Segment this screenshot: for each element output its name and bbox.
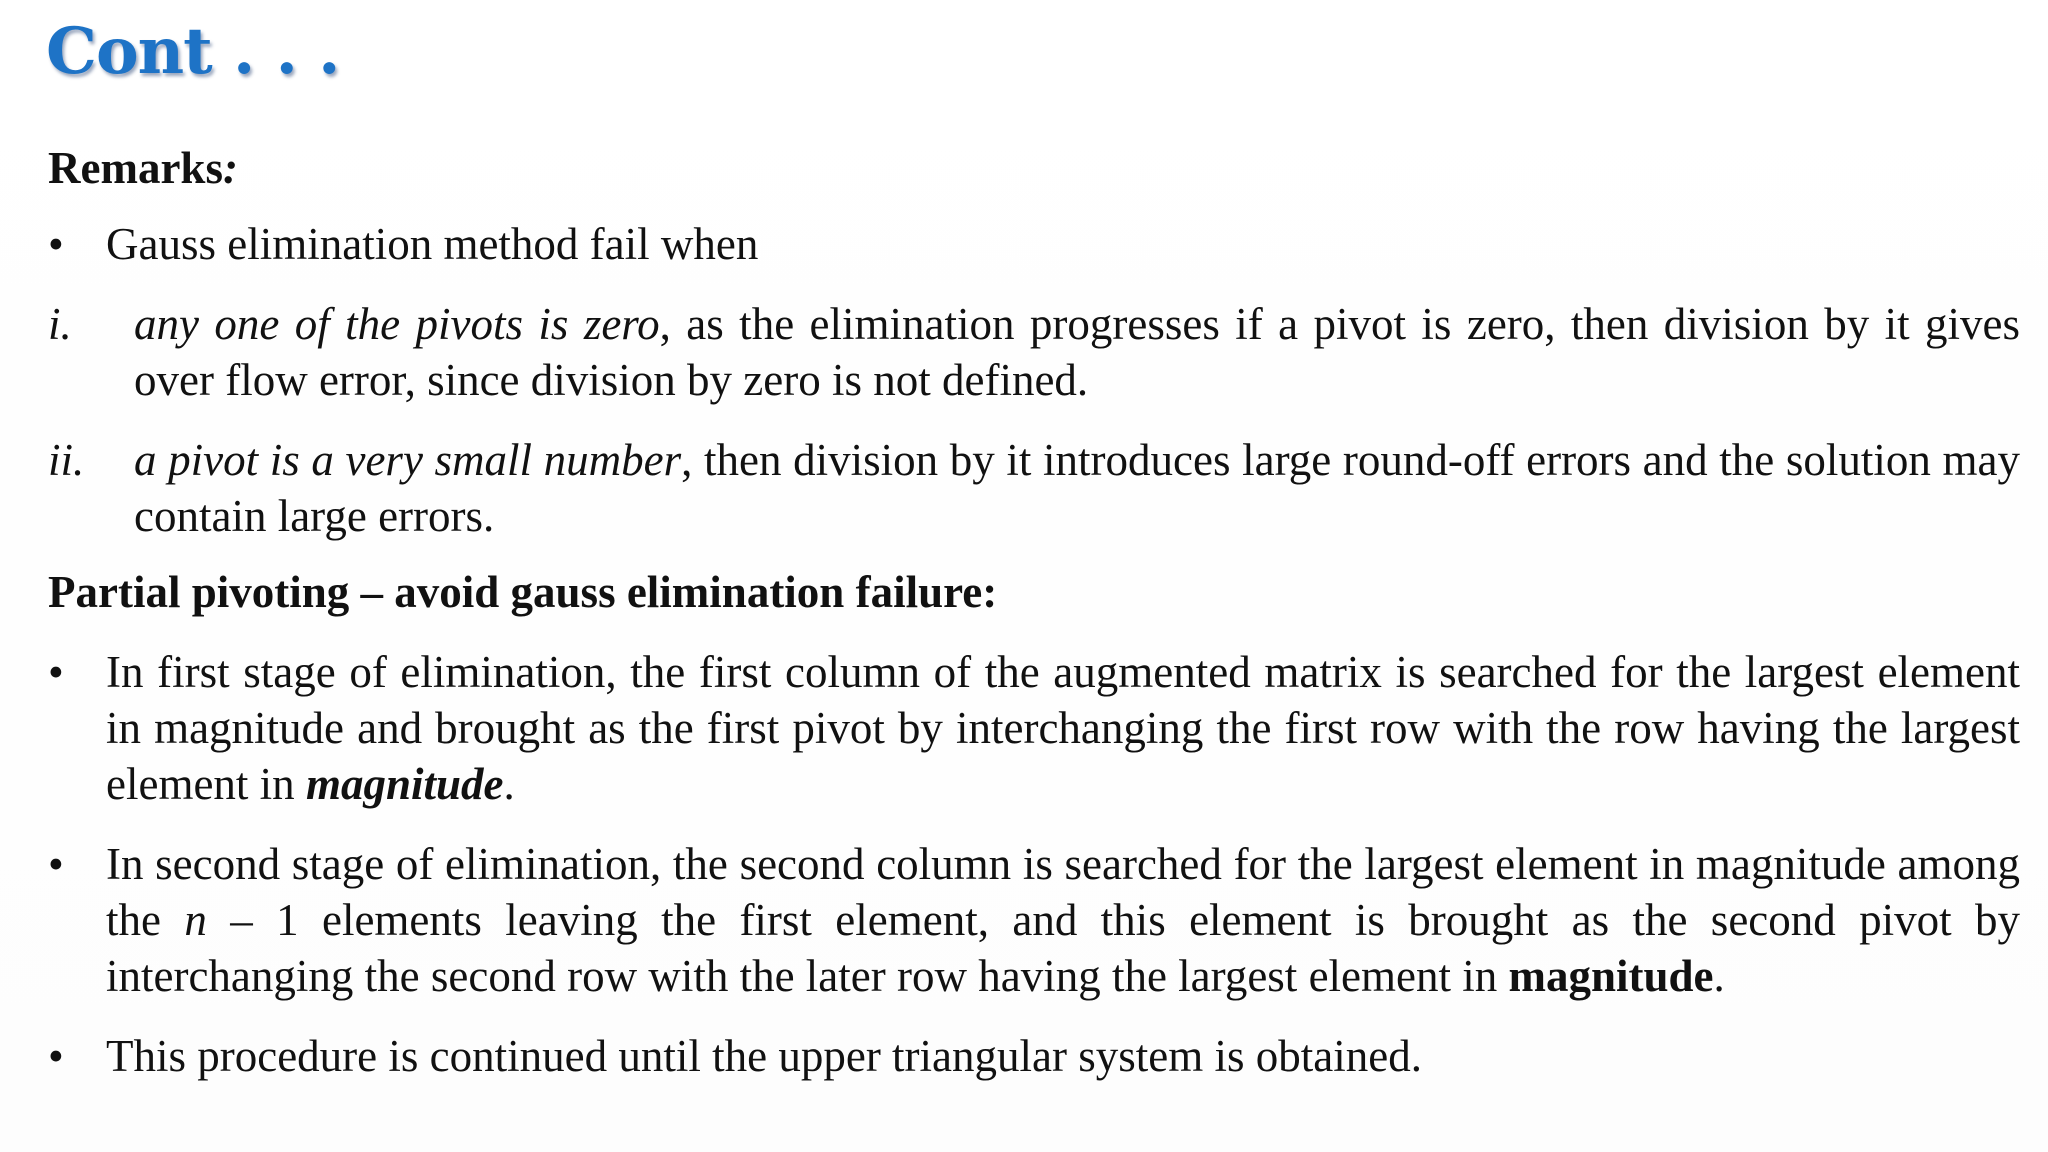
pivot-point-2-emphasis: magnitude xyxy=(1508,951,1714,1001)
pivot-point-1-end: . xyxy=(503,759,515,809)
pivot-point-2-text-b: – 1 elements leaving the first element, and this element is brought as the second pivot by interchanging the second row with the later row having the largest element in xyxy=(106,895,2021,1001)
case-marker-2: ii. xyxy=(48,435,85,485)
case-item-2 xyxy=(48,432,2020,544)
pivot-point-2-text-a: In second stage of elimination, the second column is searched for the largest element in magnitude among the xyxy=(106,839,2020,945)
bullet-icon: • xyxy=(48,647,64,697)
pivoting-heading: Partial pivoting – avoid gauss elimination failure: xyxy=(48,567,998,617)
pivot-point-2-variable: n xyxy=(184,895,207,945)
case-italic-1: any one of the pivots is zero xyxy=(134,299,660,349)
slide-title: Cont . . . xyxy=(46,14,340,89)
remark-intro-text: Gauss elimination method fail when xyxy=(106,219,759,269)
remarks-heading xyxy=(48,140,2020,196)
pivot-point-1-emphasis: magnitude xyxy=(305,759,504,809)
case-text-2: , then division by it introduces large round-off errors and the solution may contain large errors. xyxy=(134,435,2020,541)
pivot-point-2-end: . xyxy=(1713,951,1725,1001)
remarks-heading-text: Remarks xyxy=(48,143,223,193)
pivot-point-2 xyxy=(48,836,2020,1004)
remark-intro-item xyxy=(48,216,2020,272)
bullet-icon: • xyxy=(48,1031,64,1081)
pivot-point-3-text: This procedure is continued until the upper triangular system is obtained. xyxy=(106,1031,1422,1081)
pivot-point-3 xyxy=(48,1028,2020,1084)
remarks-heading-colon: : xyxy=(222,143,238,193)
pivot-point-1 xyxy=(48,644,2020,812)
slide-body xyxy=(48,140,2020,1084)
case-text-1: , as the elimination progresses if a pivot is zero, then division by it gives over flow error, since division by zero is not defined. xyxy=(134,299,2020,405)
bullet-icon: • xyxy=(48,839,64,889)
case-item-1 xyxy=(48,296,2020,408)
case-marker-1: i. xyxy=(48,299,72,349)
case-italic-2: a pivot is a very small number xyxy=(134,435,682,485)
bullet-icon: • xyxy=(48,219,64,269)
pivot-point-1-text: In first stage of elimination, the first column of the augmented matrix is searched for the largest element in magnitude and brought as the first pivot by interchanging the first row with the row having the largest element in xyxy=(106,647,2020,809)
